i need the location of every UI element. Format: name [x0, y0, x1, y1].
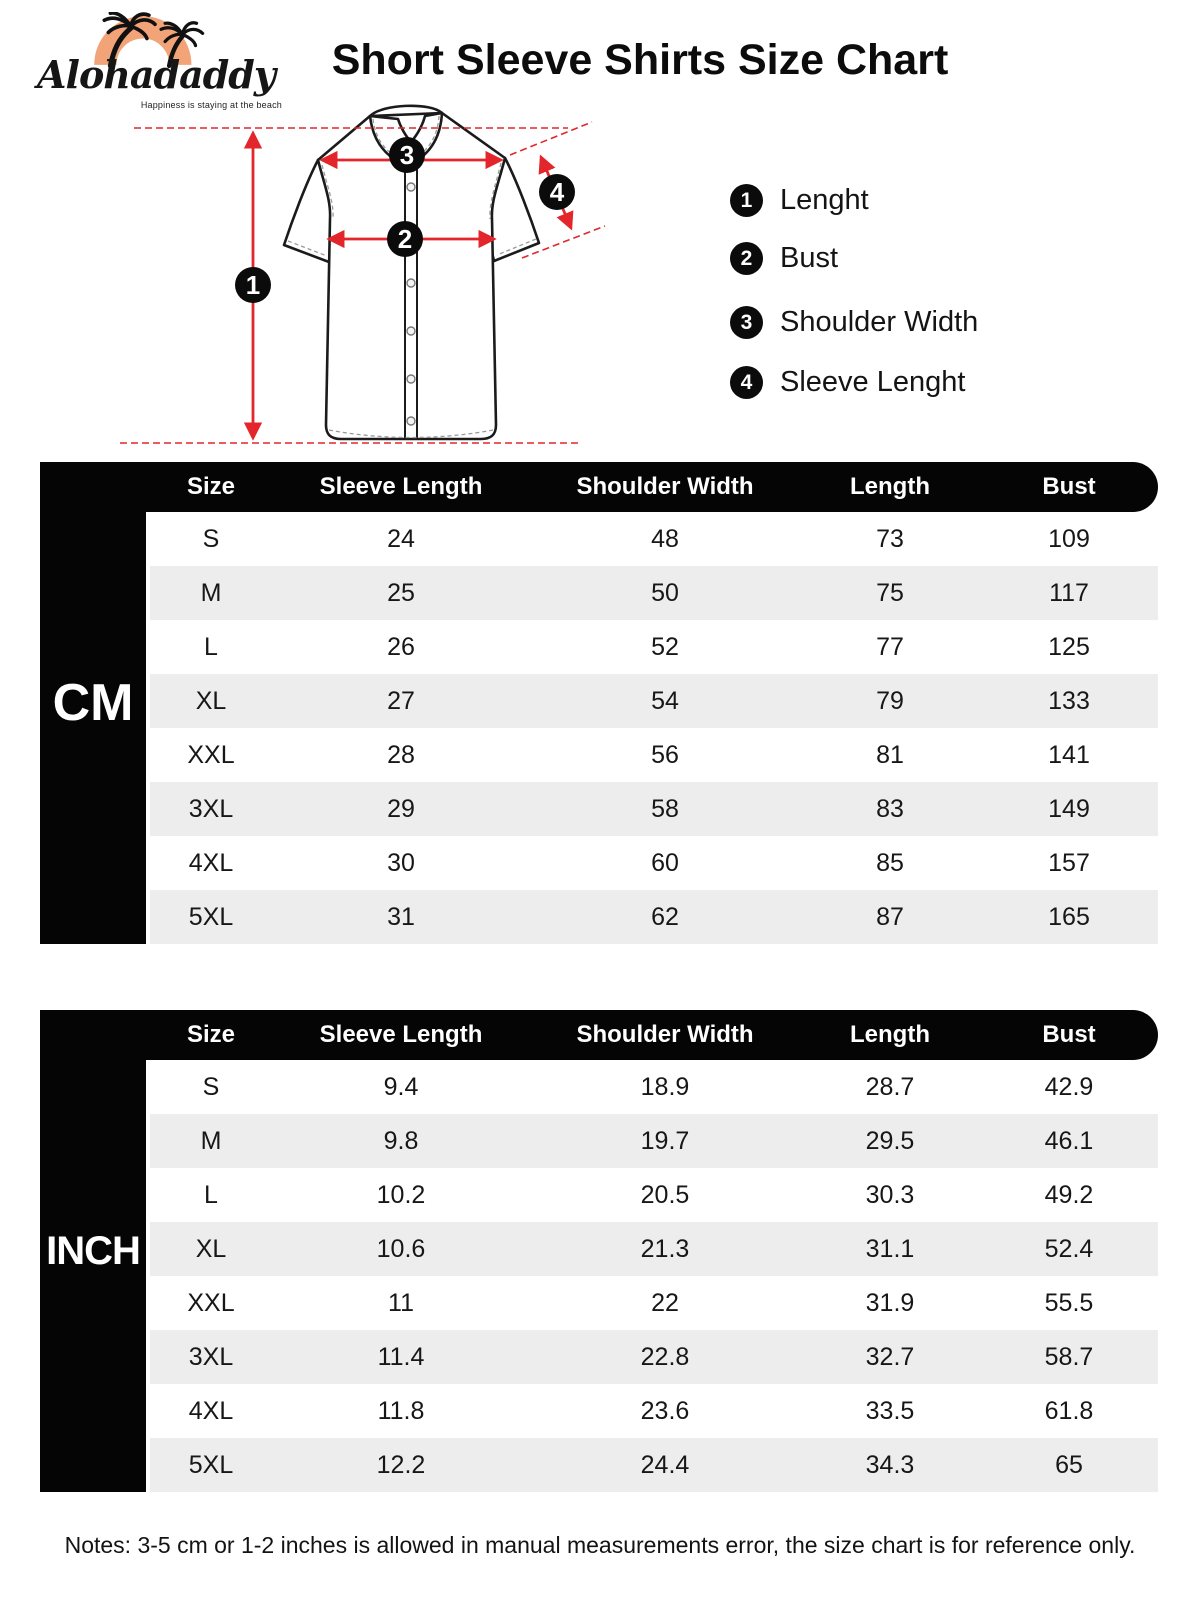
table-row: [150, 728, 1158, 782]
table-row: [150, 1276, 1158, 1330]
cell-size: XL: [195, 1234, 227, 1263]
column-header-bust: Bust: [1042, 473, 1096, 500]
cell-bust: 49.2: [1044, 1180, 1094, 1209]
cell-length: 83: [876, 794, 904, 823]
legend-item-length: [730, 184, 869, 217]
cell-size: XXL: [187, 1288, 235, 1317]
cm-size-table: [40, 462, 1158, 944]
cell-size: 5XL: [188, 902, 234, 931]
legend-number-2: 2: [730, 242, 763, 275]
legend-label-shoulder-width: Shoulder Width: [780, 306, 979, 338]
cell-size: S: [202, 1072, 220, 1101]
cell-shoulder-width: 22.8: [640, 1342, 690, 1371]
cell-length: 85: [876, 848, 904, 877]
table-row: [150, 1168, 1158, 1222]
cell-length: 34.3: [865, 1450, 915, 1479]
table-row: [150, 782, 1158, 836]
notes-text: Notes: 3-5 cm or 1-2 inches is allowed in manual measurements error, the size chart is for reference only.: [64, 1532, 1136, 1558]
cell-shoulder-width: 52: [651, 632, 679, 661]
cell-bust: 61.8: [1044, 1396, 1094, 1425]
cell-bust: 109: [1048, 524, 1090, 553]
cell-shoulder-width: 23.6: [640, 1396, 690, 1425]
legend-number-1: 1: [730, 184, 763, 217]
legend-item-shoulder-width: [730, 306, 978, 339]
cell-length: 77: [876, 632, 904, 661]
table-row: [150, 836, 1158, 890]
cell-sleeve-length: 30: [387, 848, 415, 877]
column-header-bust: Bust: [1042, 1021, 1096, 1048]
cell-length: 81: [876, 740, 904, 769]
cm-table-body: [150, 512, 1158, 944]
cell-length: 79: [876, 686, 904, 715]
cell-shoulder-width: 18.9: [640, 1072, 690, 1101]
table-row: [150, 512, 1158, 566]
table-row: [150, 1438, 1158, 1492]
cell-size: XL: [195, 686, 227, 715]
cell-sleeve-length: 31: [387, 902, 415, 931]
cell-shoulder-width: 54: [651, 686, 679, 715]
cell-bust: 117: [1049, 578, 1089, 607]
cell-bust: 141: [1048, 740, 1090, 769]
cell-sleeve-length: 29: [387, 794, 415, 823]
marker-1: 1: [245, 270, 261, 300]
cell-size: L: [204, 632, 218, 661]
page-title: Short Sleeve Shirts Size Chart: [331, 36, 949, 84]
unit-label-cm: CM: [40, 462, 146, 944]
cell-sleeve-length: 9.8: [383, 1126, 419, 1155]
cell-size: M: [200, 578, 222, 607]
table-row: [150, 890, 1158, 944]
marker-3: 3: [399, 140, 415, 170]
cell-length: 32.7: [865, 1342, 915, 1371]
table-row: [150, 674, 1158, 728]
cell-bust: 149: [1048, 794, 1090, 823]
cell-size: S: [202, 524, 220, 553]
cell-sleeve-length: 12.2: [376, 1450, 426, 1479]
cell-length: 31.9: [865, 1288, 915, 1317]
cell-length: 33.5: [865, 1396, 915, 1425]
cell-bust: 165: [1048, 902, 1090, 931]
table-row: [150, 1222, 1158, 1276]
cell-length: 29.5: [865, 1126, 915, 1155]
marker-4: 4: [549, 177, 565, 207]
cell-bust: 65: [1055, 1450, 1083, 1479]
column-header-shoulder-width: Shoulder Width: [576, 1021, 754, 1048]
cell-length: 87: [876, 902, 904, 931]
legend-item-bust: [730, 242, 838, 275]
cell-size: 3XL: [188, 794, 234, 823]
cell-bust: 46.1: [1044, 1126, 1094, 1155]
cell-bust: 55.5: [1044, 1288, 1094, 1317]
unit-label-inch: INCH: [40, 1010, 146, 1492]
column-header-length: Length: [850, 473, 930, 500]
column-header-size: Size: [186, 1021, 236, 1048]
table-row: [150, 1060, 1158, 1114]
table-row: [150, 1330, 1158, 1384]
cell-size: 4XL: [188, 848, 234, 877]
brand-tagline: Happiness is staying at the beach: [140, 100, 282, 110]
cell-sleeve-length: 27: [387, 686, 415, 715]
cell-size: XXL: [187, 740, 235, 769]
column-header-shoulder-width: Shoulder Width: [576, 473, 754, 500]
cell-shoulder-width: 21.3: [640, 1234, 690, 1263]
column-header-sleeve-length: Sleeve Length: [319, 1021, 483, 1048]
cell-size: 3XL: [188, 1342, 234, 1371]
cell-length: 75: [876, 578, 904, 607]
cell-sleeve-length: 28: [387, 740, 415, 769]
cell-sleeve-length: 11: [388, 1288, 414, 1317]
legend-label-length: Lenght: [780, 184, 869, 216]
cell-size: M: [200, 1126, 222, 1155]
cell-bust: 42.9: [1044, 1072, 1094, 1101]
cell-shoulder-width: 50: [651, 578, 679, 607]
table-row: [150, 566, 1158, 620]
legend-label-sleeve-length: Sleeve Lenght: [780, 366, 966, 398]
cell-bust: 133: [1048, 686, 1090, 715]
cell-sleeve-length: 25: [387, 578, 415, 607]
legend-number-4: 4: [730, 366, 763, 399]
legend-number-3: 3: [730, 306, 763, 339]
inch-size-table: [40, 1010, 1158, 1492]
cell-sleeve-length: 11.8: [377, 1396, 425, 1425]
table-row: [150, 620, 1158, 674]
shirt-measurement-diagram: [120, 95, 645, 450]
cell-bust: 157: [1048, 848, 1090, 877]
cell-bust: 58.7: [1044, 1342, 1094, 1371]
cell-size: L: [204, 1180, 218, 1209]
cell-shoulder-width: 24.4: [640, 1450, 690, 1479]
cell-bust: 52.4: [1044, 1234, 1094, 1263]
cell-sleeve-length: 9.4: [383, 1072, 419, 1101]
cell-length: 30.3: [865, 1180, 915, 1209]
cell-shoulder-width: 58: [651, 794, 679, 823]
cell-sleeve-length: 11.4: [377, 1342, 425, 1371]
cell-length: 73: [876, 524, 904, 553]
cell-length: 28.7: [865, 1072, 915, 1101]
brand-name: Alohadaddy: [37, 52, 275, 97]
cell-sleeve-length: 24: [387, 524, 415, 553]
cell-shoulder-width: 20.5: [640, 1180, 690, 1209]
table-row: [150, 1384, 1158, 1438]
inch-table-header: [40, 1010, 1158, 1060]
legend-item-sleeve-length: [730, 366, 965, 399]
cell-shoulder-width: 62: [651, 902, 679, 931]
column-header-size: Size: [186, 473, 236, 500]
cell-shoulder-width: 22: [651, 1288, 679, 1317]
cell-sleeve-length: 10.2: [376, 1180, 426, 1209]
legend-label-bust: Bust: [780, 242, 839, 274]
table-row: [150, 1114, 1158, 1168]
cell-shoulder-width: 60: [651, 848, 679, 877]
inch-table-body: [150, 1060, 1158, 1492]
cm-table-header: [40, 462, 1158, 512]
cell-shoulder-width: 56: [651, 740, 679, 769]
cell-length: 31.1: [865, 1234, 915, 1263]
column-header-length: Length: [850, 1021, 930, 1048]
cell-size: 5XL: [188, 1450, 234, 1479]
cell-sleeve-length: 10.6: [376, 1234, 426, 1263]
cell-shoulder-width: 19.7: [640, 1126, 690, 1155]
marker-2: 2: [397, 224, 413, 254]
cell-bust: 125: [1048, 632, 1090, 661]
cell-shoulder-width: 48: [651, 524, 679, 553]
column-header-sleeve-length: Sleeve Length: [319, 473, 483, 500]
cell-size: 4XL: [188, 1396, 234, 1425]
cell-sleeve-length: 26: [387, 632, 415, 661]
